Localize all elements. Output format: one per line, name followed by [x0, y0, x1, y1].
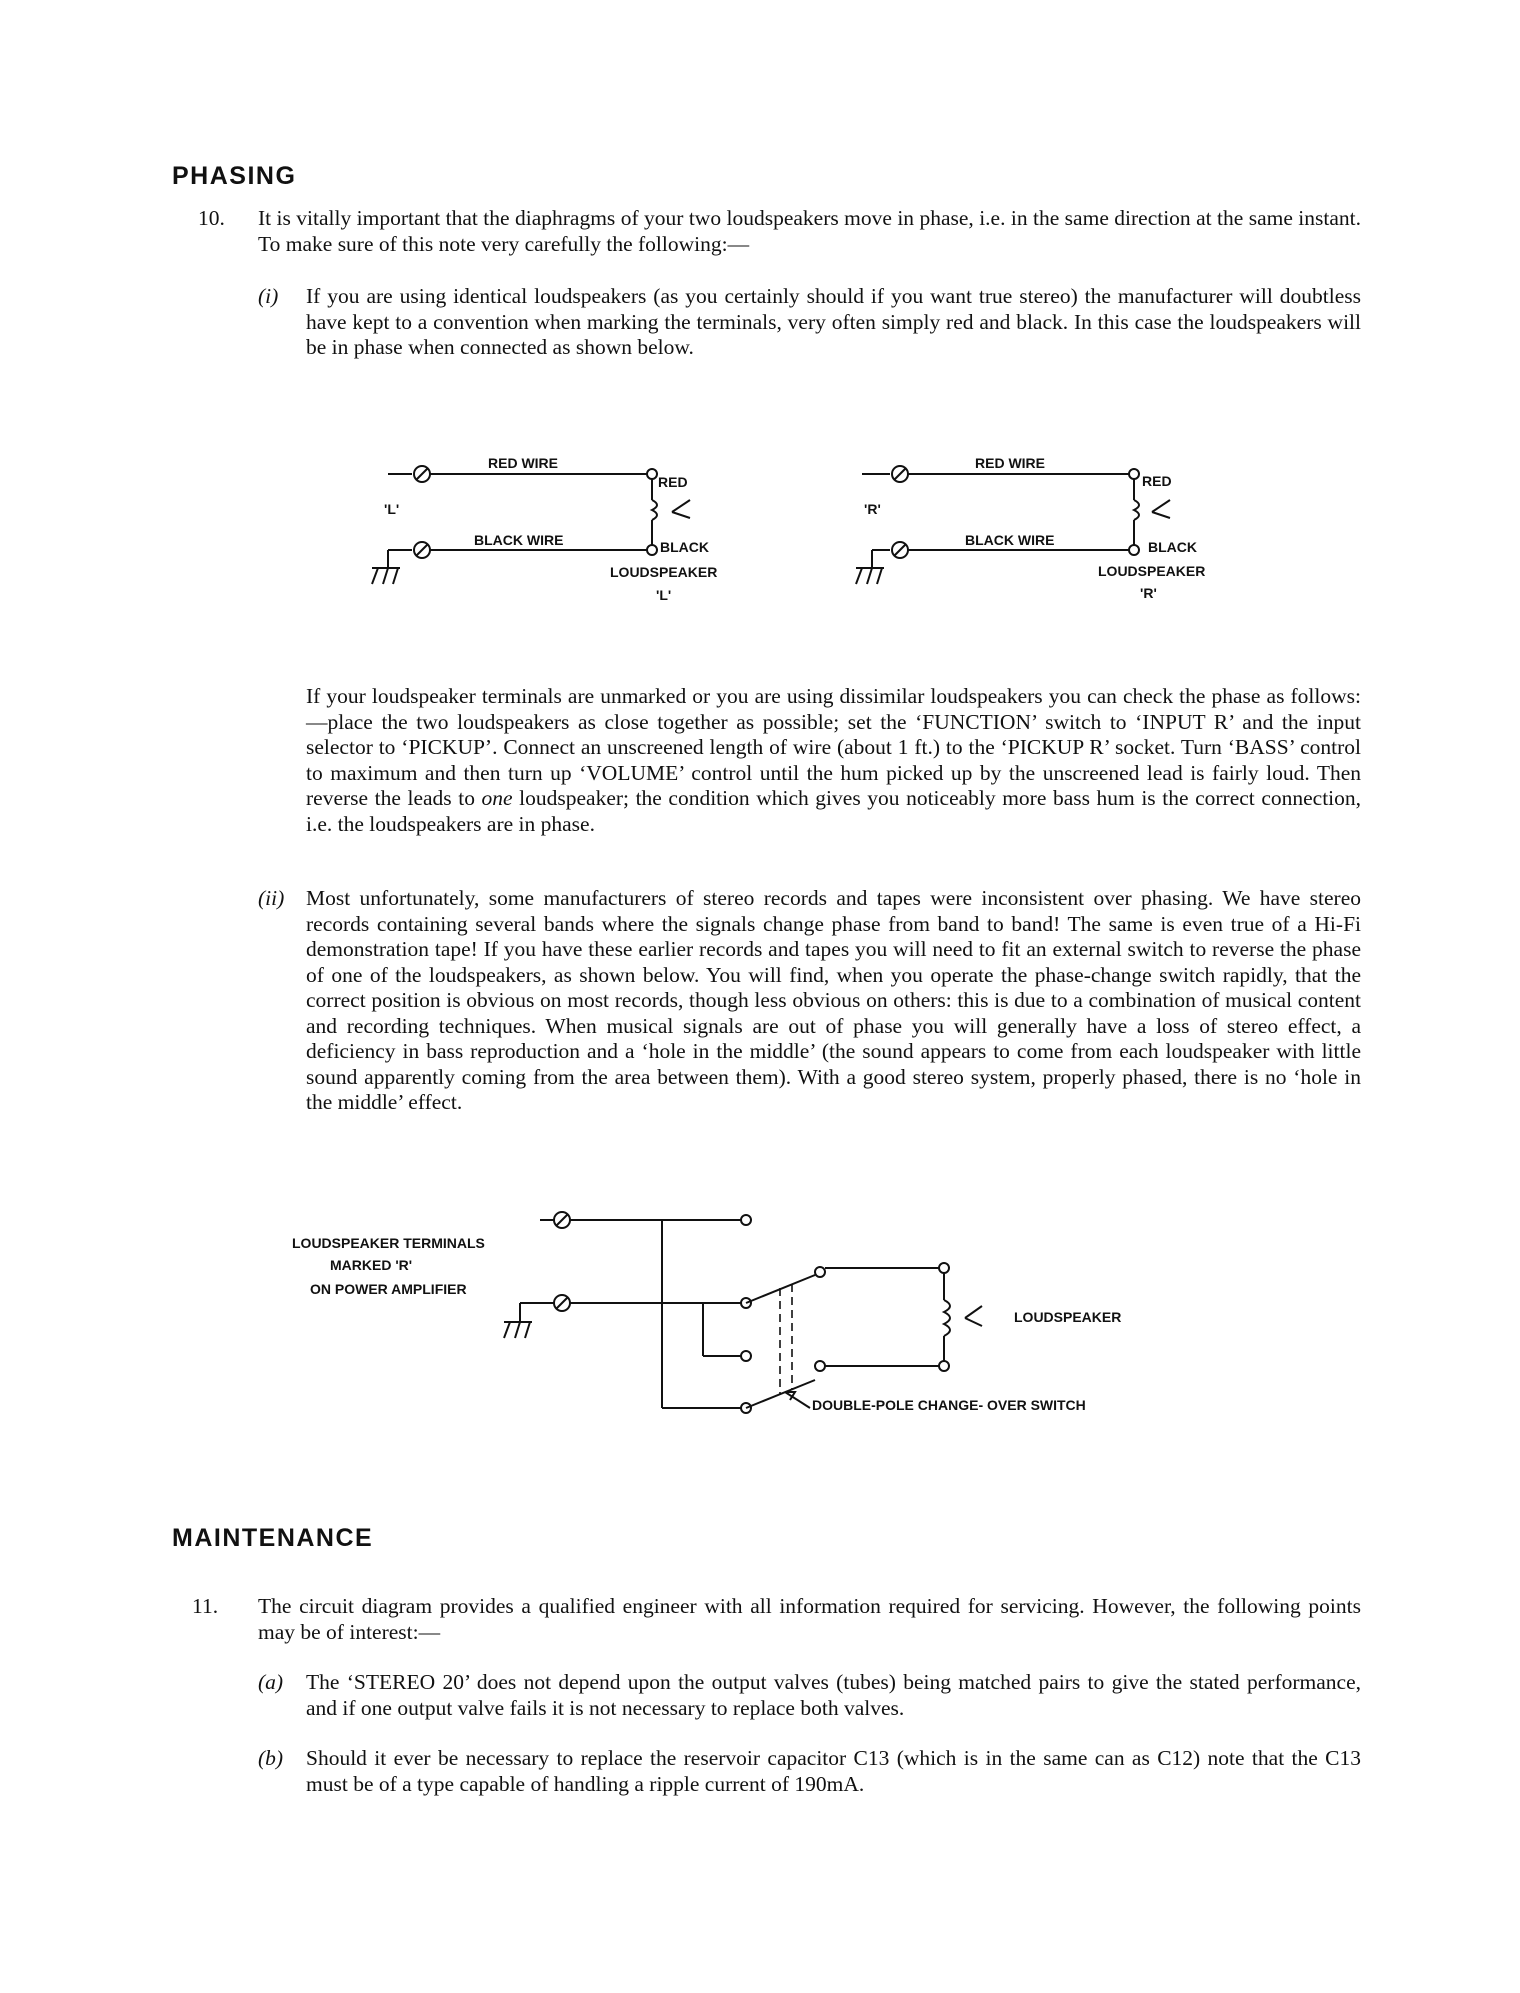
point-i-marker: (i) — [258, 284, 279, 308]
left-black-terminal-label: BLACK — [660, 539, 709, 555]
double-pole-switch-label: DOUBLE-POLE CHANGE- OVER SWITCH — [812, 1397, 1086, 1413]
left-loudspeaker-tag: 'L' — [656, 587, 672, 603]
point-b-marker: (b) — [258, 1746, 284, 1770]
right-black-wire-label: BLACK WIRE — [965, 532, 1055, 548]
left-black-wire-label: BLACK WIRE — [474, 532, 564, 548]
right-side-label: 'R' — [864, 501, 881, 517]
left-red-terminal-label: RED — [658, 474, 688, 490]
maintenance-heading: MAINTENANCE — [172, 1524, 374, 1552]
left-red-wire-label: RED WIRE — [488, 455, 558, 471]
point-ii-text: Most unfortunately, some manufacturers of stereo records and tapes were inconsistent over phasing. We have stereo records containing several bands where the signals change phase from band to band! The same is even true of a Hi-Fi demonstration tape! If you have these earlier records and tapes you will need to fit an external switch to reverse the phase of one of the loudspeakers, as shown below. You will find, when you operate the phase-change switch rapidly, that the correct position is obvious on most records, though less obvious on others: this is due to a combination of musical content and recording techniques. When musical signals are out of phase you will generally have a loss of stereo effect, a deficiency in bass reproduction and a ‘hole in the middle’ (the sound appears to come from each loudspeaker with little sound apparently coming from the area between them). With a good stereo system, properly phased, there is no ‘hole in the middle’ effect. — [306, 886, 1361, 1114]
phase-check-text-before: If your loudspeaker terminals are unmarked or you are using dissimilar loudspeakers you can check the phase as follows:—place the two loudspeakers as close together as possible; set the ‘FUNCTION’ switch to ‘INPUT R’ and the input selector to ‘PICKUP’. Connect an unscreened length of wire (about 1 ft.) to the ‘PICKUP R’ socket. Turn ‘BASS’ control to maximum and then turn up ‘VOLUME’ control until the hum picked up by the unscreened lead is fairly loud. Then reverse the leads to — [306, 684, 1361, 810]
terminals-label-line2: MARKED 'R' — [330, 1257, 413, 1273]
item-number-10: 10. — [198, 206, 225, 230]
phasing-heading: PHASING — [172, 162, 297, 190]
phasing-intro: It is vitally important that the diaphragms of your two loudspeakers move in phase, i.e. in the same direction at the same instant. To make sure of this note very carefully the following:— — [258, 206, 1361, 256]
point-a-text: The ‘STEREO 20’ does not depend upon the output valves (tubes) being matched pairs to give the stated performance, and if one output valve fails it is not necessary to replace both valves. — [306, 1670, 1361, 1720]
phase-check-text-after: loudspeaker; the condition which gives you noticeably more bass hum is the correct connection, i.e. the loudspeakers are in phase. — [306, 786, 1362, 836]
point-ii-marker: (ii) — [258, 886, 285, 910]
point-b-text: Should it ever be necessary to replace the reservoir capacitor C13 (which is in the same can as C12) note that the C13 must be of a type capable of handling a ripple current of 190mA. — [306, 1746, 1361, 1796]
left-loudspeaker-label: LOUDSPEAKER — [610, 564, 718, 580]
right-red-terminal-label: RED — [1142, 473, 1172, 489]
right-loudspeaker-label: LOUDSPEAKER — [1098, 563, 1206, 579]
right-loudspeaker-tag: 'R' — [1140, 585, 1157, 601]
terminals-label-line3: ON POWER AMPLIFIER — [310, 1281, 467, 1297]
point-i-text: If you are using identical loudspeakers (as you certainly should if you want true stereo) the manufacturer will doubtless have kept to a convention when marking the terminals, very often simply red and black. In this case the loudspeakers will be in phase when connected as shown below. — [306, 284, 1361, 359]
item-number-11: 11. — [192, 1594, 219, 1618]
left-side-label: 'L' — [384, 501, 400, 517]
right-black-terminal-label: BLACK — [1148, 539, 1197, 555]
terminals-label-line1: LOUDSPEAKER TERMINALS — [292, 1235, 485, 1251]
maintenance-intro: The circuit diagram provides a qualified engineer with all information required for servicing. However, the following points may be of interest:— — [258, 1594, 1361, 1644]
right-red-wire-label: RED WIRE — [975, 455, 1045, 471]
switch-diagram-loudspeaker-label: LOUDSPEAKER — [1014, 1309, 1122, 1325]
phase-check-emphasis: one — [481, 786, 513, 810]
point-a-marker: (a) — [258, 1670, 284, 1694]
